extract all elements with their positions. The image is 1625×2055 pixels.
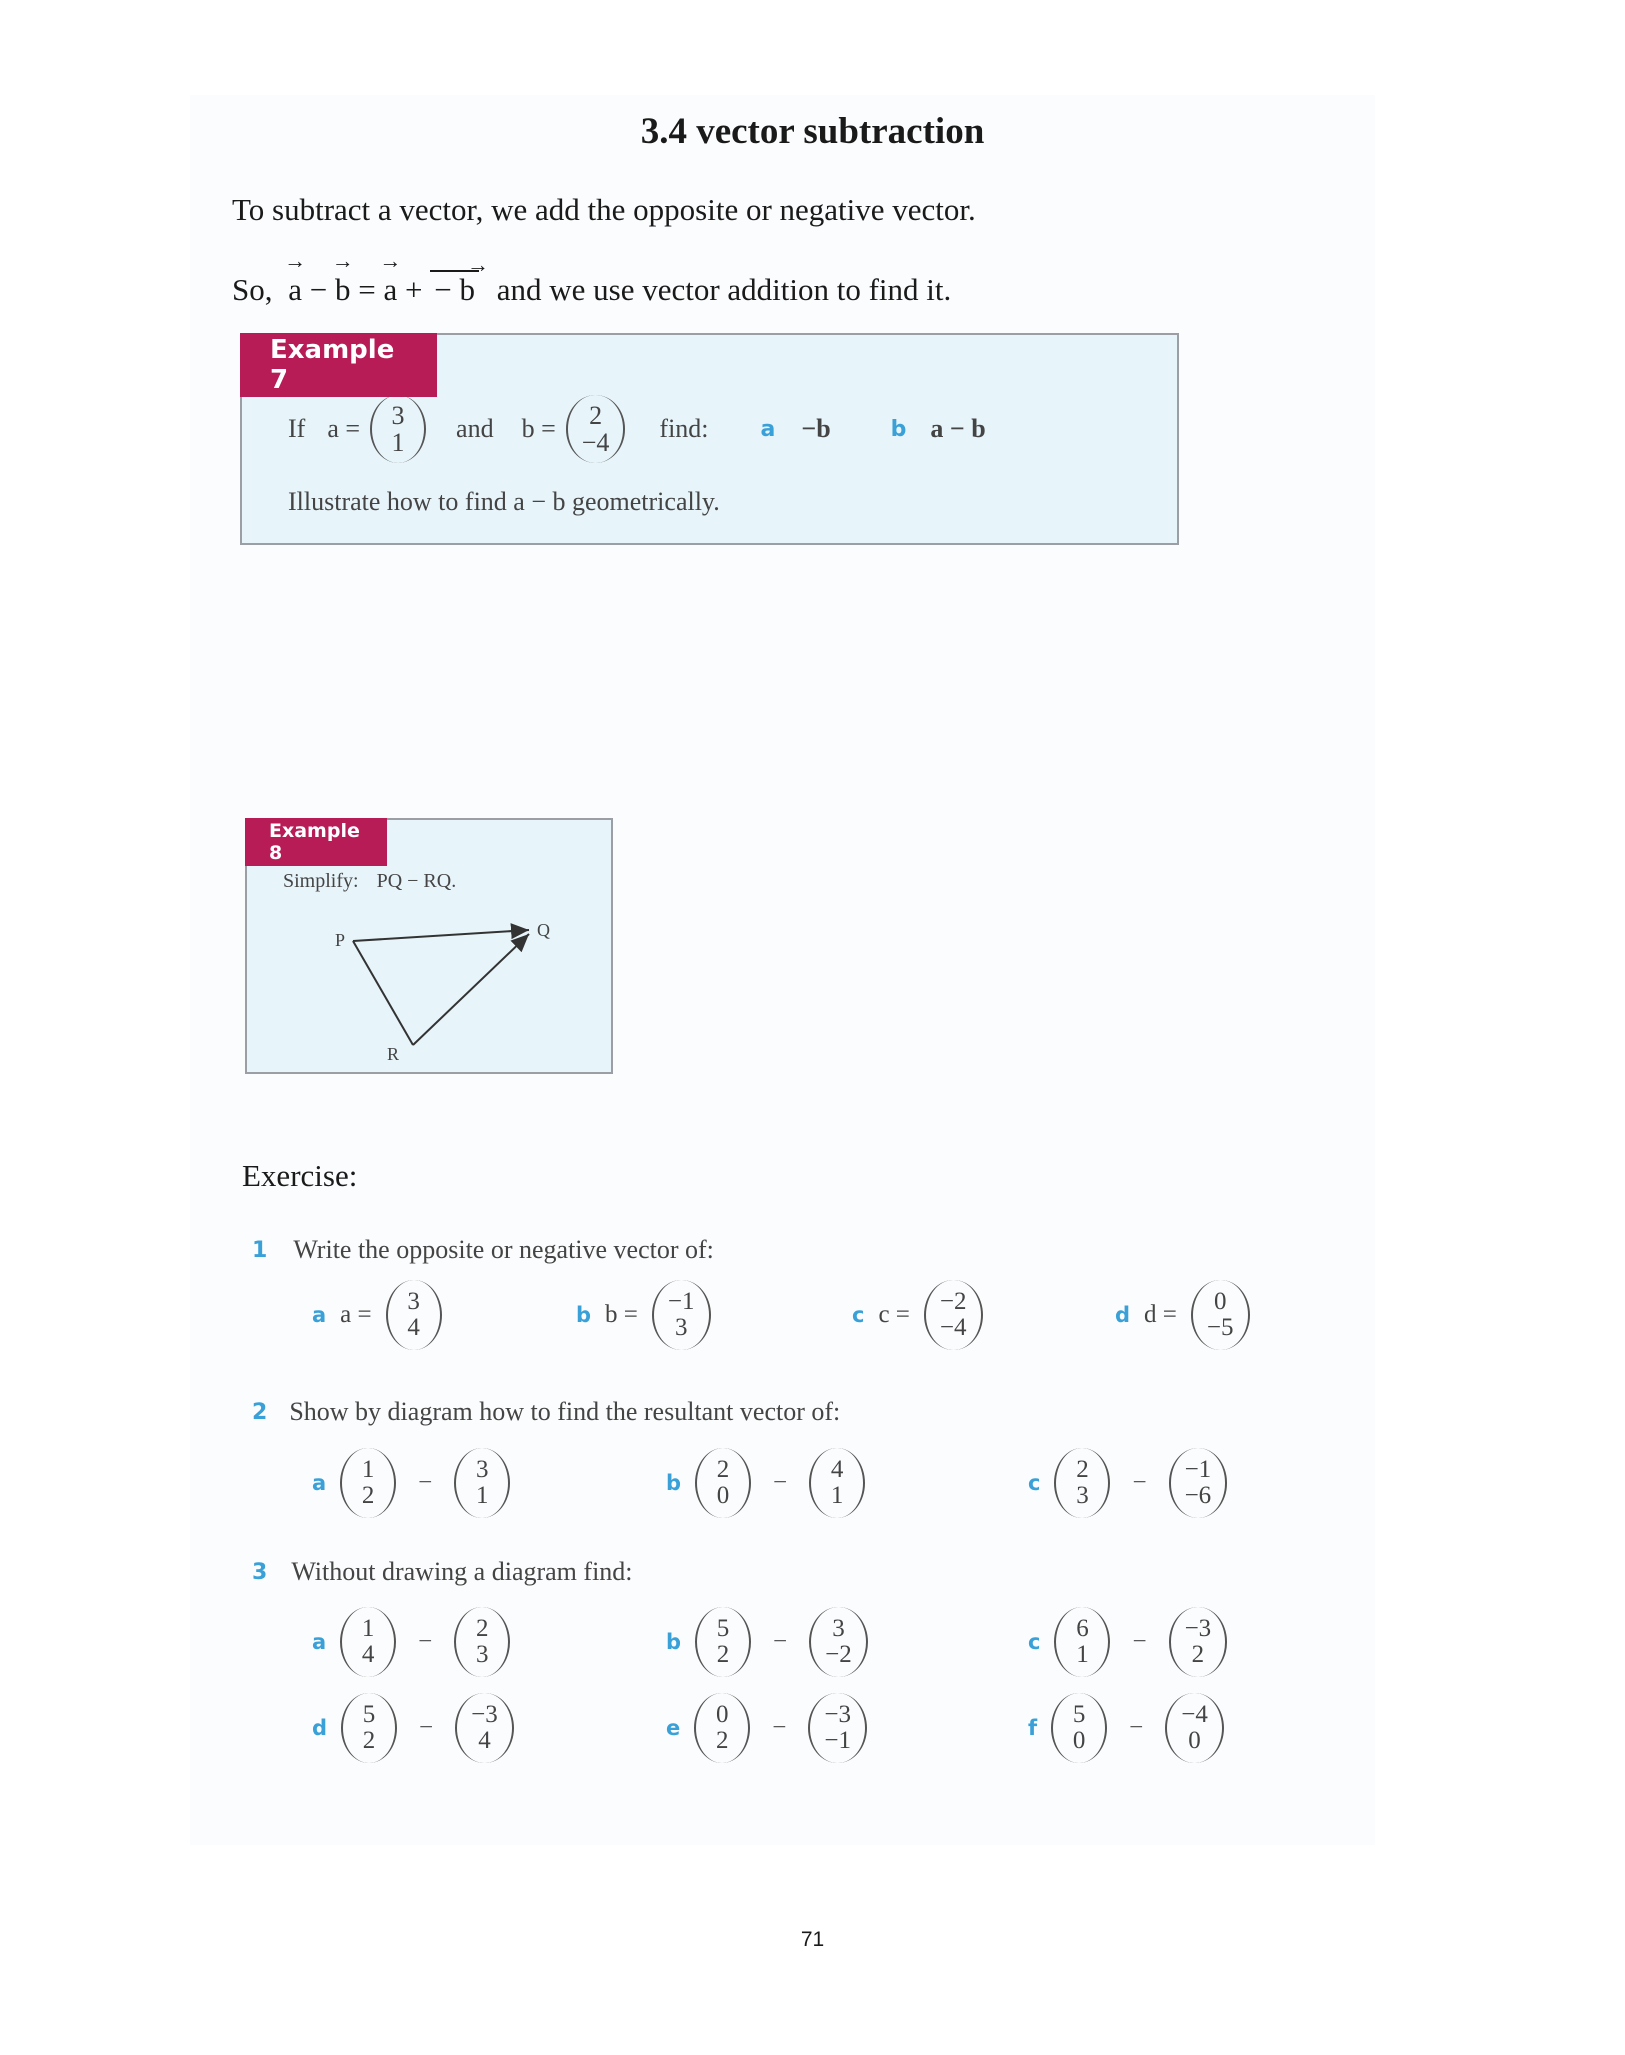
q3-number: 3 — [252, 1559, 268, 1585]
side-pr — [353, 941, 413, 1045]
q3-item-e: e 0 2 − −3 −1 — [666, 1693, 867, 1763]
q1-item-b: b b = −1 3 — [576, 1280, 711, 1350]
simplify-expression: PQ − RQ. — [376, 870, 457, 892]
intro-suffix: and we use vector addition to find it. — [496, 272, 952, 307]
q2-item-b: b 2 0 − 4 1 — [666, 1448, 865, 1518]
q1-d-vector: 0 −5 — [1191, 1280, 1250, 1350]
q2-text: Show by diagram how to find the resultant vector of: — [289, 1397, 841, 1426]
question-1 — [252, 1235, 714, 1265]
q1-item-c: c c = −2 −4 — [852, 1280, 983, 1350]
find-label: find: — [659, 414, 709, 443]
point-r: R — [387, 1044, 400, 1064]
simplify-label: Simplify: — [283, 870, 359, 892]
section-title: 3.4 vector subtraction — [640, 111, 985, 152]
point-q: Q — [537, 920, 550, 940]
example-7-box — [240, 333, 1179, 545]
page-number: 71 — [800, 1928, 825, 1951]
intro-line-1: To subtract a vector, we add the opposite or negative vector. — [232, 192, 976, 227]
q1-b-vector: −1 3 — [652, 1280, 711, 1350]
q1-number: 1 — [252, 1237, 268, 1263]
example-7-tab: Example 7 — [240, 333, 437, 397]
q1-item-d: d d = 0 −5 — [1115, 1280, 1250, 1350]
q3-item-d: d 5 2 − −3 4 — [312, 1693, 514, 1763]
example-8-tab: Example 8 — [245, 818, 387, 866]
part-a-label: a — [760, 416, 776, 442]
formula: → a − → b = → a + → − b — [288, 272, 486, 307]
q3-item-f: f 5 0 − −4 0 — [1028, 1693, 1224, 1763]
q3-item-c: c 6 1 − −3 2 — [1028, 1607, 1227, 1677]
q2-item-c: c 2 3 − −1 −6 — [1028, 1448, 1227, 1518]
a-vector: 3 1 — [370, 395, 426, 463]
intro-so: So, — [232, 272, 273, 307]
q2-number: 2 — [252, 1399, 268, 1425]
q3-text: Without drawing a diagram find: — [291, 1557, 633, 1586]
question-3 — [252, 1557, 633, 1587]
q3-item-b: b 5 2 − 3 −2 — [666, 1607, 868, 1677]
a-eq: a = — [327, 414, 361, 443]
b-eq: b = — [521, 414, 556, 443]
q2-item-a: a 1 2 − 3 1 — [312, 1448, 510, 1518]
vector-rq — [413, 934, 529, 1045]
if-label: If — [288, 414, 306, 443]
q1-c-vector: −2 −4 — [924, 1280, 983, 1350]
question-2 — [252, 1397, 840, 1427]
point-p: P — [335, 930, 346, 950]
part-b-label: b — [890, 416, 907, 442]
intro-line-2 — [232, 270, 951, 308]
vector-pq — [353, 930, 529, 941]
triangle-diagram — [247, 820, 611, 1072]
exercise-heading: Exercise: — [242, 1158, 358, 1193]
b-vector: 2 −4 — [566, 395, 626, 463]
q1-text: Write the opposite or negative vector of: — [293, 1235, 714, 1264]
q3-item-a: a 1 4 − 2 3 — [312, 1607, 510, 1677]
q1-a-vector: 3 4 — [386, 1280, 442, 1350]
part-a-text: −b — [801, 414, 831, 443]
example-7-illustrate: Illustrate how to find a − b geometrically. — [288, 487, 720, 516]
example-8-box — [245, 818, 613, 1074]
part-b-text: a − b — [930, 414, 986, 443]
and-label: and — [456, 414, 494, 443]
q1-item-a: a a = 3 4 — [312, 1280, 442, 1350]
example-7-statement — [288, 395, 986, 463]
